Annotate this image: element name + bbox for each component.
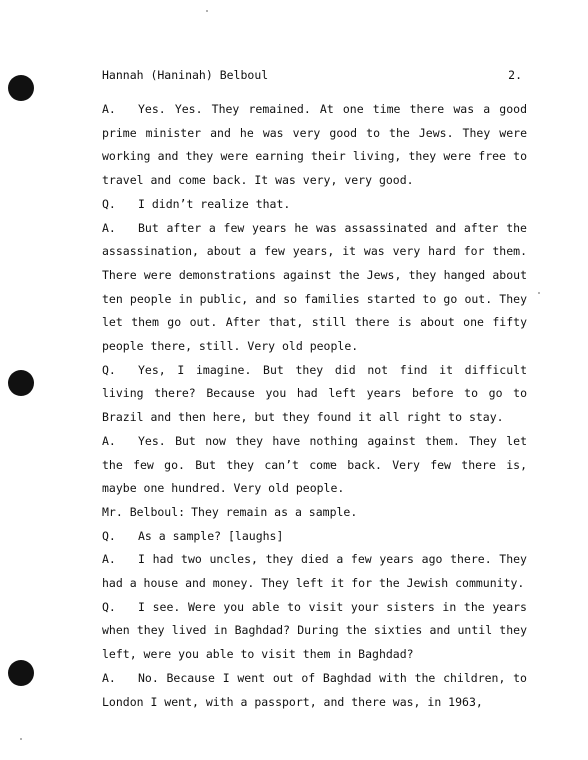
transcript-paragraph — [102, 359, 527, 430]
speaker-label: Q. — [102, 528, 116, 543]
transcript-paragraph — [102, 193, 527, 217]
binder-hole — [8, 370, 34, 396]
paragraph-text: As a sample? [laughs] — [138, 528, 284, 543]
paragraph-text: Yes. Yes. They remained. At one time there was a good prime minister and he was very good to the Jews. They were working and they were earning their living, they were free to travel and come back. It was very, very good. — [102, 102, 527, 188]
speaker-label: Mr. Belboul: — [102, 504, 186, 519]
speaker-label: A. — [102, 433, 116, 448]
transcript-paragraph — [102, 525, 527, 549]
transcript-paragraph — [102, 596, 527, 667]
page-header — [102, 68, 522, 82]
speaker-label: Q. — [102, 196, 116, 211]
transcript-body — [102, 98, 527, 714]
scan-speck — [538, 292, 540, 294]
document-title: Hannah (Haninah) Belboul — [102, 68, 269, 82]
binder-hole — [8, 75, 34, 101]
scan-speck — [20, 738, 22, 740]
paragraph-text: They remain as a sample. — [191, 504, 358, 519]
paragraph-text: I didn’t realize that. — [138, 196, 291, 211]
paragraph-text: No. Because I went out of Baghdad with the children, to London I went, with a passport, and there was, in 1963, — [102, 670, 527, 709]
paragraph-text: I had two uncles, they died a few years ago there. They had a house and money. They left it for the Jewish community. — [102, 552, 527, 591]
paragraph-text: I see. Were you able to visit your sisters in the years when they lived in Baghdad? During the sixties and until they left, were you able to visit them in Baghdad? — [102, 599, 527, 662]
transcript-paragraph — [102, 501, 527, 525]
speaker-label: A. — [102, 220, 116, 235]
transcript-paragraph — [102, 548, 527, 595]
transcript-paragraph — [102, 217, 527, 359]
speaker-label: A. — [102, 552, 116, 567]
binder-hole — [8, 660, 34, 686]
transcript-paragraph — [102, 98, 527, 193]
speaker-label: A. — [102, 670, 116, 685]
speaker-label: A. — [102, 102, 116, 116]
transcript-paragraph — [102, 667, 527, 714]
paragraph-text: Yes. But now they have nothing against them. They let the few go. But they can’t come back. Very few there is, maybe one hundred. Very old people. — [102, 433, 527, 496]
speaker-label: Q. — [102, 599, 116, 614]
paragraph-text: Yes, I imagine. But they did not find it difficult living there? Because you had left years before to go to Brazil and then here, but they found it all right to stay. — [102, 362, 527, 425]
speaker-label: Q. — [102, 362, 116, 377]
scan-speck — [206, 10, 208, 12]
paragraph-text: But after a few years he was assassinated and after the assassination, about a few years, it was very hard for them. There were demonstrations against the Jews, they hanged about ten people in public, and so families started to go out. They let them go out. After that, still there is about one fifty people there, still. Very old people. — [102, 220, 527, 354]
transcript-paragraph — [102, 430, 527, 501]
page-number: 2. — [508, 68, 522, 82]
